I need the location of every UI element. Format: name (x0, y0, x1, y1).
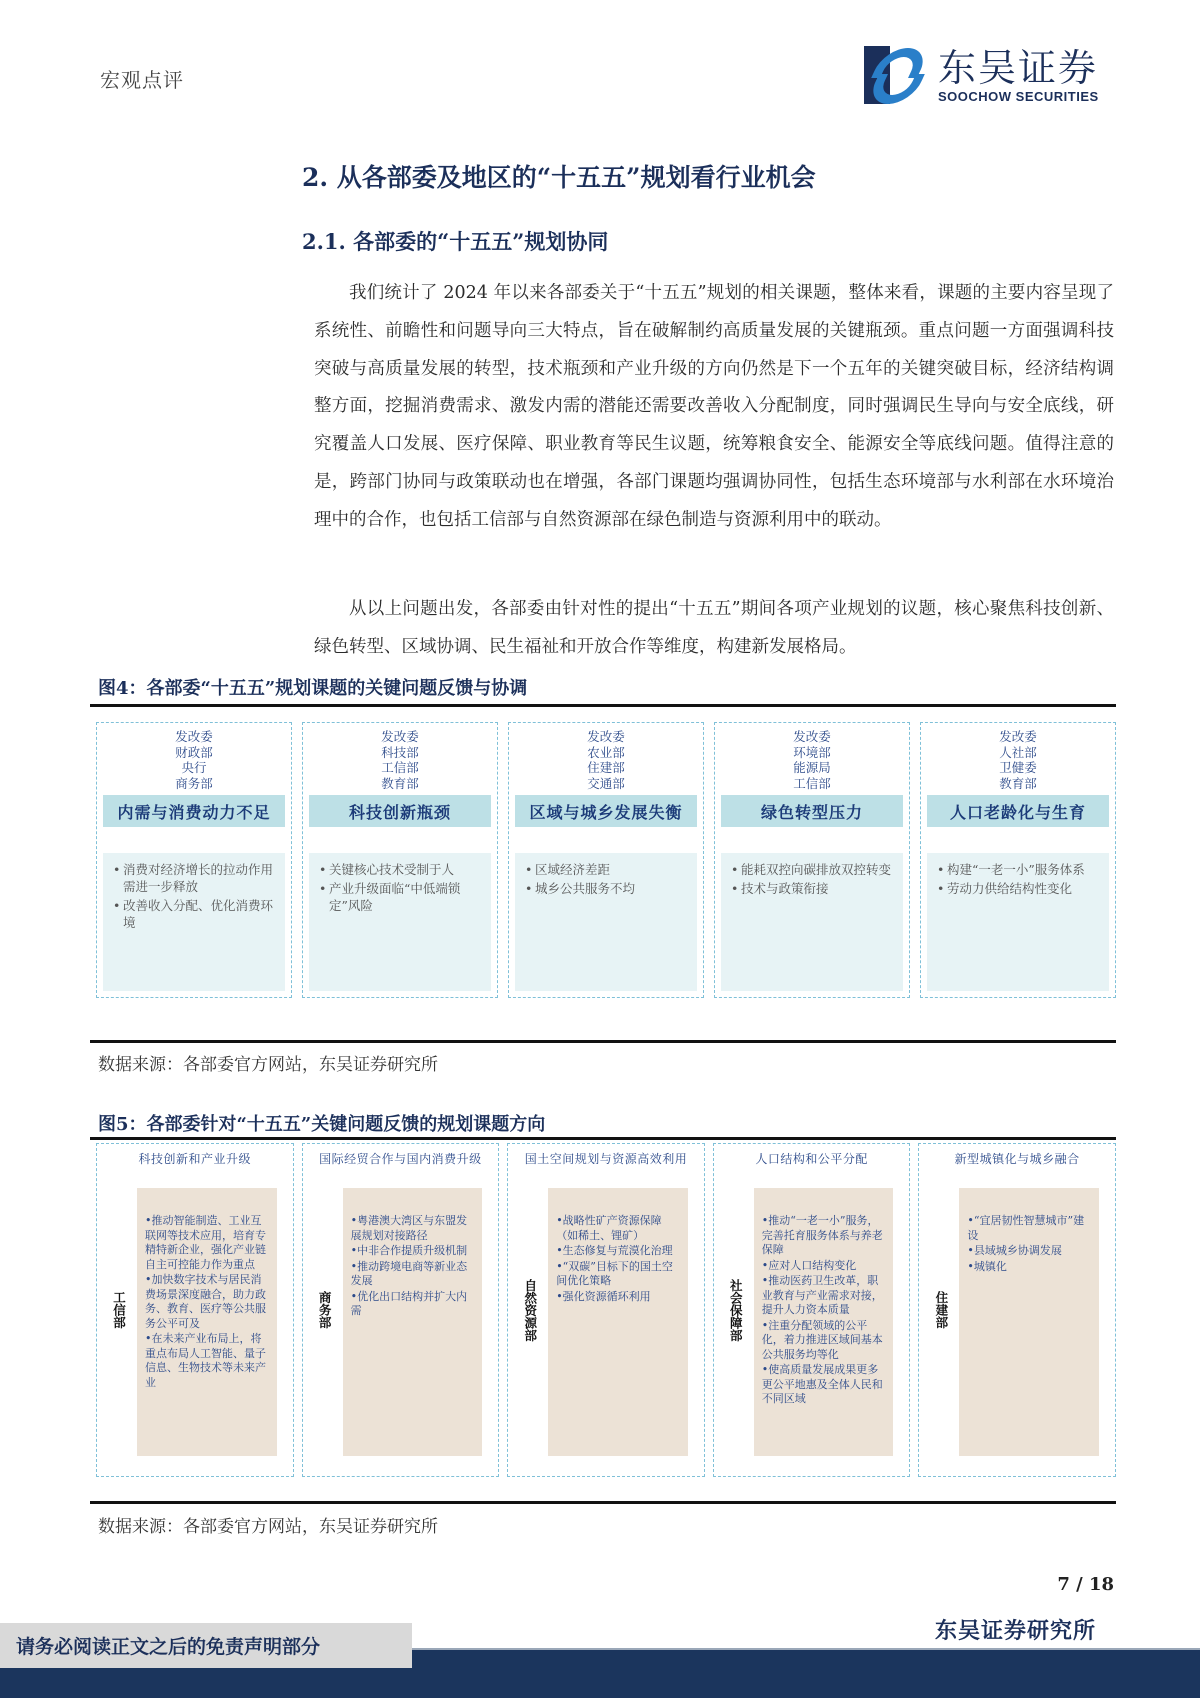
dept-name: 发改委 (381, 729, 419, 744)
planning-direction: 国土空间规划与资源高效利用 (524, 1152, 688, 1166)
topic-point: •生态修复与荒漠化治理 (556, 1244, 673, 1257)
detail-point: 关键核心技术受制于人 (329, 862, 455, 877)
topic-point: •推动智能制造、工业互联网等技术应用，培育专精特新企业，强化产业链自主可控能力作为重点 (145, 1214, 266, 1271)
page-number: 7 / 18 (1057, 1574, 1114, 1595)
figure5-bottom-rule (90, 1501, 1116, 1504)
figure5-source: 数据来源：各部委官方网站，东吴证券研究所 (98, 1517, 438, 1537)
figure4-column (714, 722, 910, 998)
dept-name: 科技部 (381, 744, 419, 760)
key-issue-label: 人口老龄化与生育 (927, 795, 1109, 827)
key-issue-label: 绿色转型压力 (721, 795, 903, 827)
figure4-bottom-rule (90, 1040, 1116, 1043)
topic-point: •粤港澳大湾区与东盟发展规划对接路径 (350, 1214, 468, 1242)
bullet-icon: • (113, 898, 121, 913)
key-issue-label: 区域与城乡发展失衡 (515, 795, 697, 827)
dept-name: 商务部 (175, 775, 213, 791)
topic-point: •战略性矿产资源保障（如稀土、锂矿） (556, 1214, 662, 1242)
soochow-logo-icon (864, 46, 932, 104)
bullet-icon: • (525, 862, 533, 877)
dept-name: 卫健委 (999, 760, 1037, 775)
detail-point: 改善收入分配、优化消费环境 (123, 898, 274, 930)
bullet-icon: • (319, 862, 327, 877)
bullet-icon: • (319, 881, 327, 896)
topic-point: •加快数字技术与居民消费场景深度融合，助力政务、教育、医疗等公共服务公平可及 (145, 1273, 266, 1330)
footer-brand: 东吴证券研究所 (934, 1618, 1096, 1644)
detail-point: 城乡公共服务不均 (535, 881, 636, 896)
dept-list (927, 727, 1109, 791)
figure4-column (920, 722, 1116, 998)
issue-detail (515, 853, 697, 991)
bullet-icon: • (113, 862, 121, 877)
detail-point: 技术与政策衔接 (741, 881, 829, 896)
issue-detail (103, 853, 285, 991)
figure4-column (302, 722, 498, 998)
figure5-column (918, 1143, 1116, 1477)
dept-vertical-label: 自然资源部 (522, 1278, 538, 1342)
logo-en-text: SOOCHOW SECURITIES (938, 88, 1099, 104)
planning-topics-box (548, 1188, 688, 1456)
topic-point: •使高质量发展成果更多更公平地惠及全体人民和不同区域 (761, 1363, 883, 1405)
figure4-title: 图4：各部委“十五五”规划课题的关键问题反馈与协调 (98, 678, 528, 699)
figure4-top-rule (90, 704, 1116, 707)
planning-direction: 科技创新和产业升级 (138, 1152, 252, 1166)
figure5-column (96, 1143, 294, 1477)
planning-topics-box (959, 1188, 1099, 1456)
report-type-label: 宏观点评 (100, 68, 184, 92)
figure5-title: 图5：各部委针对“十五五”关键问题反馈的规划课题方向 (98, 1114, 546, 1135)
topic-point: •“宜居韧性智慧城市”建设 (967, 1214, 1085, 1242)
dept-vertical-label: 住建部 (933, 1291, 949, 1329)
dept-name: 住建部 (587, 760, 625, 775)
key-issue-label: 内需与消费动力不足 (103, 795, 285, 827)
dept-name: 交通部 (587, 775, 625, 791)
company-logo (864, 44, 1114, 106)
topic-point: •注重分配领域的公平化，着力推进区域间基本公共服务均等化 (761, 1318, 883, 1361)
topic-point: •应对人口结构变化 (761, 1258, 857, 1272)
planning-direction: 国际经贸合作与国内消费升级 (319, 1152, 482, 1166)
dept-name: 环境部 (793, 744, 831, 760)
topic-point: •推动跨境电商等新业态发展 (350, 1259, 468, 1287)
topic-point: •推动医药卫生改革，职业教育与产业需求对接，提升人力资本质量 (761, 1274, 883, 1316)
dept-name: 发改委 (587, 729, 625, 744)
dept-name: 发改委 (793, 729, 831, 744)
planning-topics-box (343, 1188, 483, 1456)
dept-vertical-label: 商务部 (317, 1291, 333, 1329)
bullet-icon: • (731, 881, 739, 896)
topic-point: •中非合作提质升级机制 (350, 1244, 468, 1257)
dept-list (721, 727, 903, 791)
figure5-column (302, 1143, 500, 1477)
dept-name: 财政部 (175, 744, 213, 760)
topic-point: •城镇化 (967, 1259, 1007, 1273)
detail-point: 区域经济差距 (535, 862, 611, 877)
body-paragraph-2: 从以上问题出发，各部委由针对性的提出“十五五”期间各项产业规划的议题，核心聚焦科技创新、绿色转型、区域协调、民生福祉和开放合作等维度，构建新发展格局。 (314, 599, 1114, 657)
dept-name: 教育部 (999, 775, 1037, 791)
figure4-column (508, 722, 704, 998)
dept-list (103, 727, 285, 791)
figure5-column (507, 1143, 705, 1477)
topic-point: •强化资源循环利用 (556, 1289, 651, 1303)
logo-cn-text: 东吴证券 (938, 45, 1099, 90)
planning-topics-box (754, 1188, 894, 1456)
topic-point: •优化出口结构并扩大内需 (350, 1289, 468, 1317)
topic-point: •推动“一老一小”服务，完善托育服务体系与养老保障 (761, 1214, 883, 1256)
figure5-diagram (96, 1143, 1116, 1477)
body-paragraph-1: 我们统计了 2024 年以来各部委关于“十五五”规划的相关课题，整体来看，课题的主要内容呈现了系统性、前瞻性和问题导向三大特点，旨在破解制约高质量发展的关键瓶颈。重点问题一方面强调科技突破与高质量发展的转型，技术瓶颈和产业升级的方向仍然是下一个五年的关键突破目标，经济结构调整方面，挖掘消费需求、激发内需的潜能还需要改善收入分配制度，同时强调民生导向与安全底线，研究覆盖人口发展、医疗保障、职业教育等民生议题，统筹粮食安全、能源安全等底线问题。值得注意的是，跨部门协同与政策联动也在增强，各部门课题均强调协同性，包括生态环境部与水利部在水环境治理中的合作，也包括工信部与自然资源部在绿色制造与资源利用中的联动。 (314, 283, 1114, 530)
key-issue-label: 科技创新瓶颈 (309, 795, 491, 827)
figure5-column (713, 1143, 911, 1477)
topic-point: •“双碳”目标下的国土空间优化策略 (556, 1259, 673, 1287)
bullet-icon: • (731, 862, 739, 877)
topic-point: •在未来产业布局上，将重点布局人工智能、量子信息、生物技术等未来产业 (145, 1332, 266, 1389)
figure5-top-rule (90, 1137, 1116, 1140)
dept-name: 教育部 (381, 775, 419, 791)
subsection-heading: 2.1. 各部委的“十五五”规划协同 (302, 229, 609, 254)
dept-vertical-label: 工信部 (111, 1291, 127, 1329)
dept-name: 能源局 (793, 760, 831, 775)
detail-point: 劳动力供给结构性变化 (947, 881, 1073, 896)
bullet-icon: • (937, 881, 945, 896)
issue-detail (927, 853, 1109, 991)
dept-name: 发改委 (175, 729, 213, 744)
topic-point: •县域城乡协调发展 (967, 1244, 1062, 1257)
disclaimer-notice: 请务必阅读正文之后的免责声明部分 (0, 1623, 412, 1668)
figure4-diagram (96, 722, 1116, 998)
dept-list (515, 727, 697, 791)
planning-topics-box (137, 1188, 277, 1456)
dept-name: 央行 (181, 760, 207, 775)
dept-name: 发改委 (999, 729, 1037, 744)
issue-detail (721, 853, 903, 991)
dept-list (309, 727, 491, 791)
detail-point: 消费对经济增长的拉动作用需进一步释放 (123, 862, 274, 894)
dept-name: 工信部 (381, 760, 419, 775)
detail-point: 构建“一老一小”服务体系 (947, 862, 1085, 877)
dept-name: 人社部 (999, 744, 1037, 760)
bullet-icon: • (525, 881, 533, 896)
bullet-icon: • (937, 862, 945, 877)
dept-name: 工信部 (793, 775, 831, 791)
detail-point: 产业升级面临“中低端锁定”风险 (329, 881, 461, 913)
figure4-source: 数据来源：各部委官方网站，东吴证券研究所 (98, 1055, 438, 1075)
planning-direction: 人口结构和公平分配 (755, 1152, 868, 1166)
figure4-column (96, 722, 292, 998)
dept-name: 农业部 (587, 744, 625, 760)
section-heading: 2. 从各部委及地区的“十五五”规划看行业机会 (302, 163, 816, 192)
dept-vertical-label: 社会保障部 (728, 1278, 744, 1342)
planning-direction: 新型城镇化与城乡融合 (954, 1152, 1080, 1166)
issue-detail (309, 853, 491, 991)
detail-point: 能耗双控向碳排放双控转变 (741, 862, 892, 877)
